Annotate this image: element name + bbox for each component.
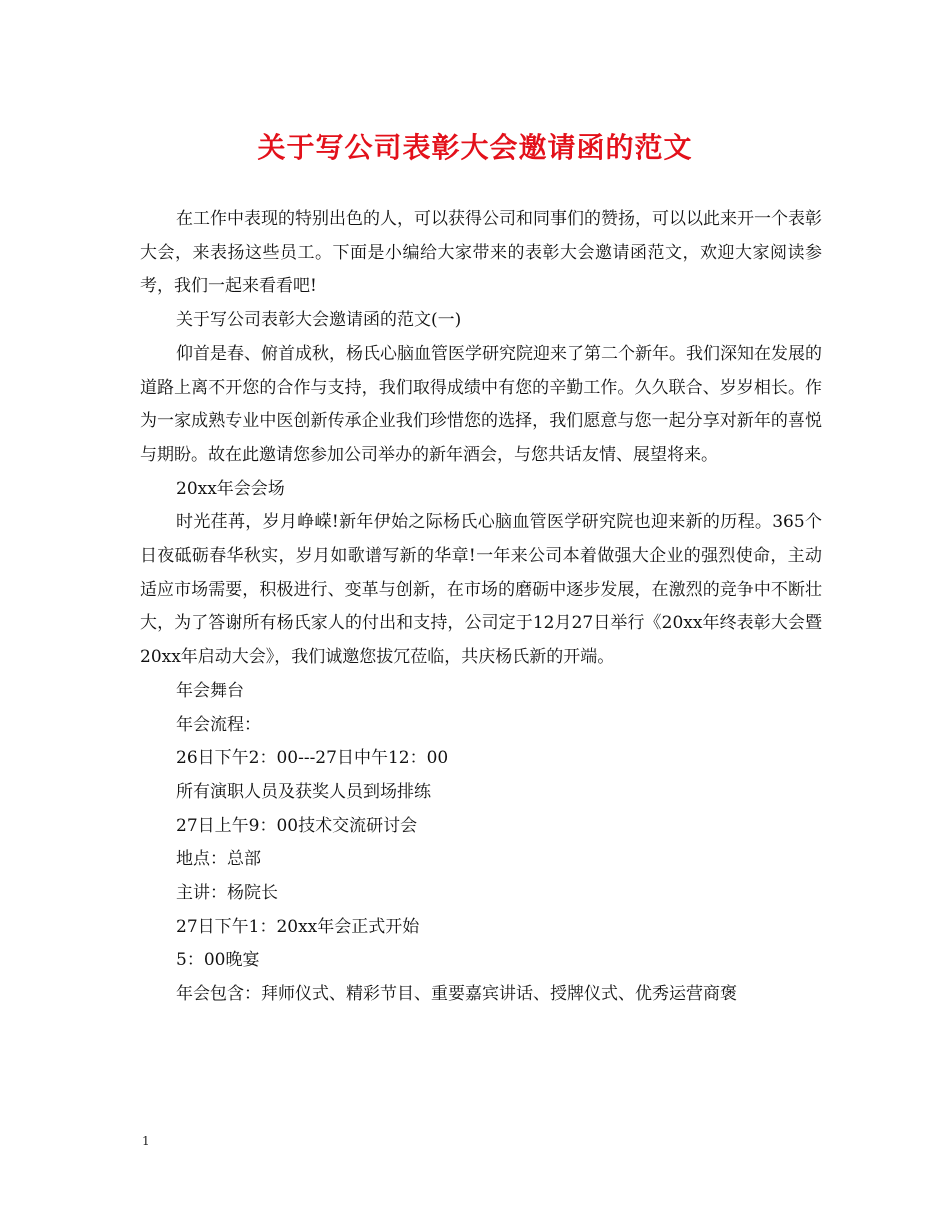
intro-paragraph: 在工作中表现的特别出色的人，可以获得公司和同事们的赞扬，可以以此来开一个表彰大会，来表扬这些员工。下面是小编给大家带来的表彰大会邀请函范文，欢迎大家阅读参考，我们一起来看看吧! [140, 209, 822, 297]
schedule-heading: 年会流程： [176, 714, 261, 735]
document-body [140, 203, 822, 1012]
schedule-item: 27日上午9：00技术交流研讨会 [176, 815, 418, 836]
venue-label: 20xx年会会场 [176, 478, 285, 499]
schedule-item: 27日下午1：20xx年会正式开始 [176, 916, 420, 937]
schedule-item: 地点：总部 [176, 849, 261, 870]
schedule-item: 主讲：杨院长 [176, 883, 278, 904]
greeting-paragraph: 时光荏苒，岁月峥嵘!新年伊始之际杨氏心脑血管医学研究院也迎来新的历程。365个日夜砥砺春华秋实，岁月如歌谱写新的华章!一年来公司本着做强大企业的强烈使命，主动适应市场需要，积极进行、变革与创新，在市场的磨砺中逐步发展，在激烈的竞争中不断壮大，为了答谢所有杨氏家人的付出和支持，公司定于12月27日举行《20xx年终表彰大会暨20xx年启动大会》，我们诚邀您拔冗莅临，共庆杨氏新的开端。 [140, 512, 822, 668]
page-number: 1 [142, 1134, 150, 1148]
stage-label: 年会舞台 [176, 680, 244, 701]
document-title: 关于写公司表彰大会邀请函的范文 [257, 131, 693, 164]
agenda-paragraph: 年会包含：拜师仪式、精彩节目、重要嘉宾讲话、授牌仪式、优秀运营商褒 [176, 984, 737, 1005]
schedule-item: 5：00晚宴 [176, 950, 260, 971]
invitation-paragraph: 仰首是春、俯首成秋，杨氏心脑血管医学研究院迎来了第二个新年。我们深知在发展的道路上离不开您的合作与支持，我们取得成绩中有您的辛勤工作。久久联合、岁岁相长。作为一家成熟专业中医创新传承企业我们珍惜您的选择，我们愿意与您一起分享对新年的喜悦与期盼。故在此邀请您参加公司举办的新年酒会，与您共话友情、展望将来。 [140, 343, 822, 465]
section-heading: 关于写公司表彰大会邀请函的范文(一) [176, 310, 462, 331]
schedule-item: 26日下午2：00---27日中午12：00 [176, 748, 449, 769]
schedule-item: 所有演职人员及获奖人员到场排练 [176, 781, 431, 802]
